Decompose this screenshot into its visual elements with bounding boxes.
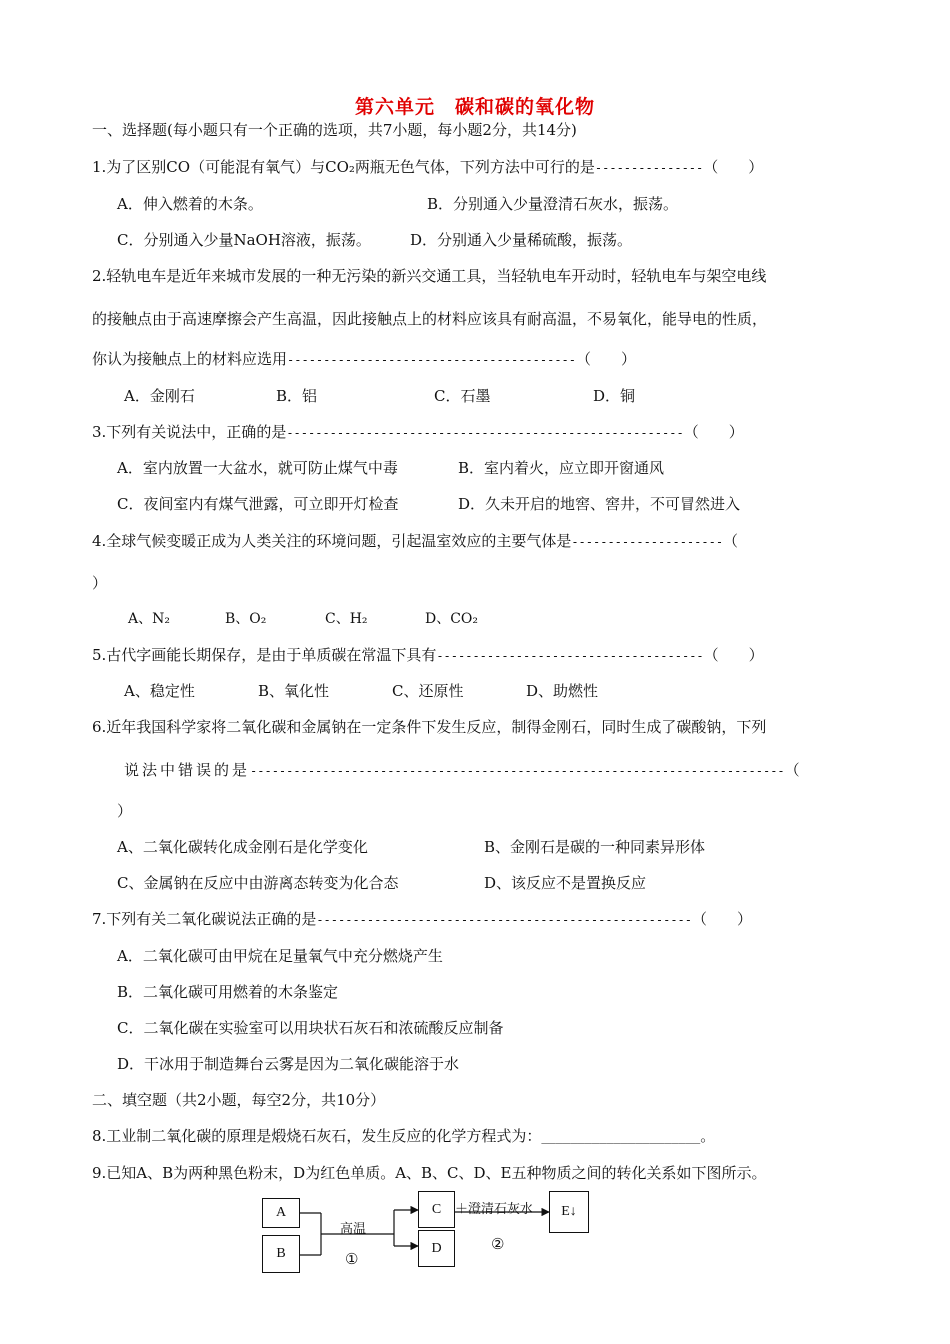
question-2-line-1: 2.轻轨电车是近年来城市发展的一种无污染的新兴交通工具，当轻轨电车开动时，轻轨电车与架空电线 — [92, 267, 767, 285]
answer-paren-open: （ — [784, 761, 800, 779]
q5-option-d: D、助燃性 — [526, 682, 599, 700]
answer-leader: -------------------------------------------------------------------------- — [250, 764, 785, 778]
question-6-line-1: 6.近年我国科学家将二氧化碳和金属钠在一定条件下发生反应，制得金刚石，同时生成了碳酸钠，下列 — [92, 718, 767, 736]
page-title: 第六单元 碳和碳的氧化物 — [354, 96, 595, 118]
answer-paren: （ ） — [703, 646, 764, 664]
answer-leader: ------------------------------------- — [436, 649, 704, 663]
question-4-stem: 4.全球气候变暖正成为人类关注的环境问题，引起温室效应的主要气体是 — [92, 532, 572, 550]
substance-box-e: E↓ — [549, 1191, 589, 1233]
q1-option-d: D．分别通入少量稀硫酸，振荡。 — [410, 231, 633, 249]
q7-option-c: C．二氧化碳在实验室可以用块状石灰石和浓硫酸反应制备 — [117, 1019, 504, 1037]
q4-option-d: D、CO₂ — [425, 611, 479, 627]
question-8-end: 。 — [700, 1127, 716, 1145]
answer-blank[interactable]: ______________________ — [541, 1130, 701, 1144]
q4-option-c: C、H₂ — [325, 611, 368, 627]
answer-leader: ------------------------------------------------------- — [286, 426, 684, 440]
q2-option-c: C．石墨 — [434, 387, 491, 405]
question-5-stem: 5.古代字画能长期保存，是由于单质碳在常温下具有 — [92, 646, 437, 664]
substance-box-b: B — [262, 1235, 300, 1273]
q3-option-b: B．室内着火，应立即开窗通风 — [458, 459, 665, 477]
question-2-stem-end: 你认为接触点上的材料应选用 — [92, 350, 288, 368]
question-2-line-2: 的接触点由于高速摩擦会产生高温，因此接触点上的材料应该具有耐高温，不易氧化，能导电的性质， — [92, 310, 768, 328]
q3-option-a: A．室内放置一大盆水，就可防止煤气中毒 — [117, 459, 398, 477]
question-8-stem: 8.工业制二氧化碳的原理是煅烧石灰石，发生反应的化学方程式为： — [92, 1127, 542, 1145]
section-heading-fill: 二、填空题（共2小题，每空2分，共10分） — [92, 1091, 386, 1109]
answer-paren: （ ） — [692, 910, 753, 928]
q6-option-c: C、金属钠在反应中由游离态转变为化合态 — [117, 874, 399, 892]
substance-box-d: D — [418, 1230, 455, 1267]
answer-paren: （ ） — [576, 350, 637, 368]
step-number-1: ① — [345, 1250, 359, 1268]
answer-leader: ---------------------------------------------------- — [316, 913, 693, 927]
question-3-stem: 3.下列有关说法中，正确的是 — [92, 423, 287, 441]
substance-box-a: A — [262, 1198, 300, 1228]
q3-option-d: D．久未开启的地窖、窖井，不可冒然进入 — [458, 495, 741, 513]
q6-option-b: B、金刚石是碳的一种同素异形体 — [484, 838, 706, 856]
q7-option-a: A．二氧化碳可由甲烷在足量氧气中充分燃烧产生 — [117, 947, 443, 965]
condition-high-temp: 高温 — [340, 1222, 367, 1237]
substance-box-c: C — [418, 1191, 455, 1228]
q2-option-d: D．铜 — [593, 387, 636, 405]
q5-option-b: B、氧化性 — [258, 682, 330, 700]
section-heading-choice: 一、选择题(每小题只有一个正确的选项，共7小题，每小题2分，共14分) — [92, 121, 577, 139]
answer-paren: （ ） — [703, 158, 764, 176]
q2-option-b: B．铝 — [276, 387, 318, 405]
answer-paren-close: ） — [117, 802, 133, 820]
q6-option-a: A、二氧化碳转化成金刚石是化学变化 — [117, 838, 368, 856]
q4-option-a: A、N₂ — [128, 611, 170, 627]
q1-option-b: B．分别通入少量澄清石灰水，振荡。 — [427, 195, 679, 213]
q5-option-a: A、稳定性 — [124, 682, 195, 700]
condition-limewater: ＋澄清石灰水 — [455, 1202, 534, 1217]
question-1-stem: 1.为了区别CO（可能混有氧气）与CO₂两瓶无色气体，下列方法中可行的是 — [92, 158, 595, 176]
question-9: 9.已知A、B为两种黑色粉末，D为红色单质。A、B、C、D、E五种物质之间的转化关系如下图所示。 — [92, 1164, 767, 1182]
question-7-stem: 7.下列有关二氧化碳说法正确的是 — [92, 910, 317, 928]
answer-paren-close: ） — [92, 574, 108, 592]
answer-paren: （ ） — [683, 423, 744, 441]
q3-option-c: C．夜间室内有煤气泄露，可立即开灯检查 — [117, 495, 399, 513]
q1-option-c: C．分别通入少量NaOH溶液，振荡。 — [117, 231, 371, 249]
question-6-stem-end: 说法中错误的是 — [124, 761, 251, 779]
q7-option-d: D．干冰用于制造舞台云雾是因为二氧化碳能溶于水 — [117, 1055, 460, 1073]
answer-leader: --------------------- — [571, 535, 724, 549]
q2-option-a: A．金刚石 — [124, 387, 195, 405]
q6-option-d: D、该反应不是置换反应 — [484, 874, 647, 892]
q1-option-a: A．伸入燃着的木条。 — [117, 195, 263, 213]
answer-paren-open: （ — [723, 532, 739, 550]
q7-option-b: B．二氧化碳可用燃着的木条鉴定 — [117, 983, 339, 1001]
answer-leader: ---------------------------------------- — [287, 353, 576, 367]
step-number-2: ② — [491, 1235, 505, 1253]
answer-leader: --------------- — [594, 161, 704, 175]
q5-option-c: C、还原性 — [392, 682, 464, 700]
q4-option-b: B、O₂ — [225, 611, 267, 627]
